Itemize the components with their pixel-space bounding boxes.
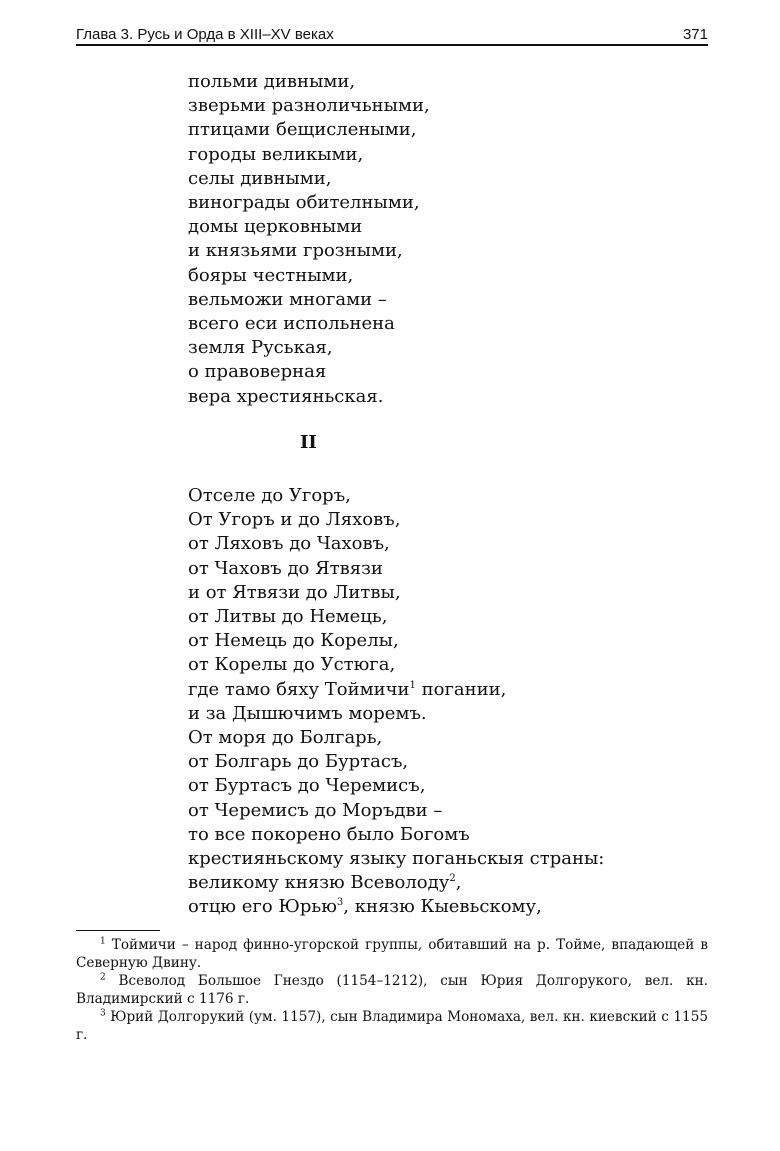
poem-line-text: от Ляховъ до Чаховъ, [188, 533, 390, 555]
poem-line-text: то все покорено было Богомъ [188, 823, 470, 845]
poem-line [188, 678, 708, 702]
poem-line [188, 702, 708, 726]
poem-line [188, 750, 708, 774]
running-header [76, 22, 708, 46]
poem-line [188, 847, 708, 871]
poem-line: винограды обителными, [188, 192, 420, 214]
poem-line [188, 532, 708, 556]
poem-line: польми дивными, [188, 71, 356, 92]
footnote-rule [76, 930, 160, 931]
poem-line [188, 726, 708, 750]
section-number: II [300, 432, 317, 453]
poem-line [188, 895, 708, 919]
poem-line [188, 508, 708, 532]
poem-line-text: от Болгарь до Буртасъ, [188, 751, 409, 773]
poem-line-text: от Корелы до Устюга, [188, 654, 396, 676]
footnote-text: Юрий Долгорукий (ум. 1157), сын Владимира Мономаха, вел. кн. киевский с 1155 г. [76, 1009, 708, 1043]
poem-line-text: От Угоръ и до Ляховъ, [188, 509, 401, 531]
poem-line: и князьями грозными, [188, 240, 403, 262]
poem-line: вера хрестияньская. [188, 385, 384, 407]
footnote-marker[interactable]: 2 [449, 873, 456, 885]
poem-line-text: где тамо бяху Тоймичи [188, 678, 410, 700]
poem-line [188, 799, 708, 823]
poem-part-2 [188, 484, 708, 920]
poem-line-text: отцю его Юрью [188, 896, 337, 918]
poem-line-text-after: , [455, 872, 462, 894]
footnotes [76, 936, 708, 1044]
footnote [76, 1008, 708, 1044]
poem-line [188, 871, 708, 895]
poem-line: бояры честными, [188, 264, 354, 286]
footnote [76, 936, 708, 972]
header-rule [76, 44, 708, 46]
poem-line-text: и за Дышючимъ моремъ. [188, 702, 427, 724]
poem-line: домы церковными [188, 216, 363, 238]
poem-line: зверьми разноличьными, [188, 95, 430, 117]
footnote-marker[interactable]: 1 [409, 679, 416, 691]
poem-line [188, 653, 708, 677]
chapter-title: Глава 3. Русь и Орда в XIII–XV веках [76, 26, 334, 43]
poem-line-text: От моря до Болгарь, [188, 727, 383, 749]
footnote-number: 3 [100, 1008, 106, 1019]
poem-line-text: великому князю Всеволоду [188, 872, 450, 894]
poem-line: селы дивными, [188, 167, 332, 189]
poem-line-text: Отселе до Угоръ, [188, 485, 351, 506]
poem-line: птицами бещислеными, [188, 119, 417, 141]
footnote-text: Тоймичи – народ финно-угорской группы, обитавший на р. Тойме, впадающей в Северную Двину. [76, 937, 708, 971]
footnote-marker[interactable]: 3 [336, 897, 344, 909]
poem-line-text: крестияньскому языку поганьскыя страны: [188, 848, 605, 870]
poem-line [188, 774, 708, 798]
poem-line [188, 823, 708, 847]
page-number: 371 [682, 26, 708, 43]
poem-line-text: от Буртасъ до Черемисъ, [188, 775, 426, 797]
footnote-number: 1 [100, 936, 106, 947]
poem-line-text: от Литвы до Немець, [188, 606, 388, 628]
poem-line [188, 557, 708, 581]
poem-line: вельможи многами – [188, 288, 387, 310]
poem-line [188, 581, 708, 605]
poem-line: городы великыми, [188, 143, 364, 165]
poem-line [188, 629, 708, 653]
footnote-number: 2 [100, 972, 106, 983]
poem-line: всего еси испольнена [188, 313, 395, 335]
poem-line: земля Руськая, [188, 337, 333, 359]
poem-line [188, 484, 708, 508]
footnote-text: Всеволод Большое Гнездо (1154–1212), сын Юрия Долгорукого, вел. кн. Владимирский с 1176 г. [76, 973, 708, 1007]
poem-line-text: от Чаховъ до Ятвязи [188, 557, 383, 579]
poem-line-text: от Черемисъ до Моръдви – [188, 799, 443, 821]
poem-line-text-after: , князю Кыевьскому, [343, 896, 542, 918]
poem-line-text-after: погании, [415, 678, 507, 700]
poem-part-1 [188, 70, 708, 409]
poem-line-text: от Немець до Корелы, [188, 630, 399, 652]
footnote [76, 972, 708, 1008]
poem-line [188, 605, 708, 629]
poem-line: о правоверная [188, 361, 327, 383]
poem-line-text: и от Ятвязи до Литвы, [188, 581, 401, 603]
